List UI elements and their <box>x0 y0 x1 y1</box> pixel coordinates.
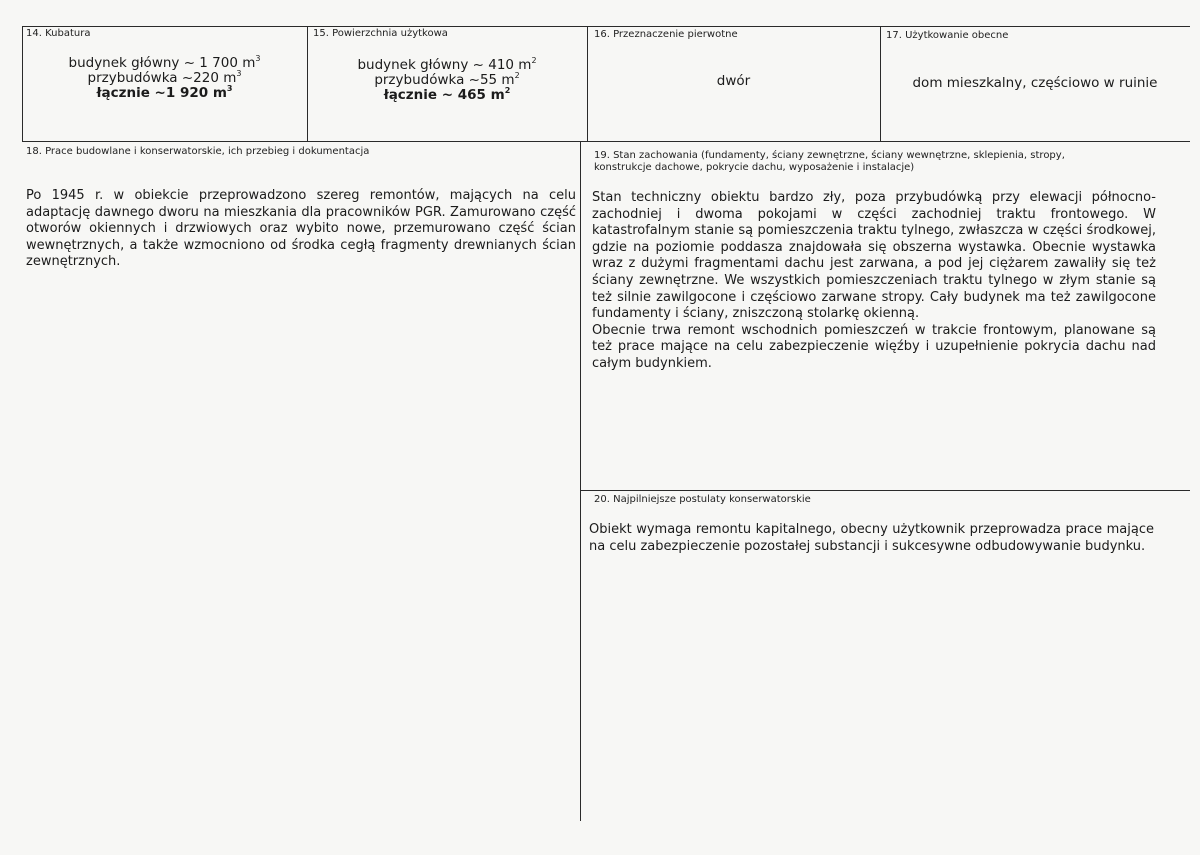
top-border <box>22 26 1190 27</box>
c15-line-annex: przybudówka ~55 $m^2$ <box>374 71 520 88</box>
c20-top-border <box>580 490 1190 491</box>
c15-line-total: łącznie ~ 465 $m^2$ <box>383 86 511 103</box>
c14-line-main: budynek główny ~ 1 700 $m^3$ <box>68 54 261 71</box>
c15-values <box>307 58 587 103</box>
c14-label: 14. Kubatura <box>26 28 91 39</box>
c19-text <box>592 190 1156 373</box>
c16-label: 16. Przeznaczenie pierwotne <box>594 29 738 40</box>
c20-text: Obiekt wymaga remontu kapitalnego, obecny użytkownik przeprowadza prace mające na celu zabezpieczenie pozostałej substancji i sukcesywne odbudowywanie budynku. <box>589 522 1154 554</box>
c14-line-annex: przybudówka ~220 $m^3$ <box>87 69 242 86</box>
c16-value: dwór <box>716 73 751 89</box>
c15-line-main: budynek główny ~ 410 $m^2$ <box>357 56 537 73</box>
c18-label: 18. Prace budowlane i konserwatorskie, ich przebieg i dokumentacja <box>26 146 370 157</box>
c15-label: 15. Powierzchnia użytkowa <box>313 28 448 39</box>
c17-label: 17. Użytkowanie obecne <box>886 30 1009 41</box>
c17-value: dom mieszkalny, częściowo w ruinie <box>912 75 1158 91</box>
c14-values <box>22 56 307 101</box>
c20-label: 20. Najpilniejsze postulaty konserwatorskie <box>594 494 811 505</box>
c18-text: Po 1945 r. w obiekcie przeprowadzono szereg remontów, mających na celu adaptację dawnego dworu na mieszkania dla pracowników PGR. Zamurowano część otworów okiennych i drzwiowych oraz wybito nowe, przemurowano część ścian wewnętrznych, a także wzmocniono od środka cegłą fragmenty drewnianych ścian zewnętrznych. <box>26 188 576 270</box>
divider-18-19 <box>580 141 581 821</box>
row1-bottom-border <box>22 141 1190 142</box>
c19-label: 19. Stan zachowania (fundamenty, ściany zewnętrzne, ściany wewnętrzne, sklepienia, stropy, konstrukcje dachowe, pokrycie dachu, wyposażenie i instalacje) <box>594 150 1065 173</box>
c14-line-total: łącznie ~1 920 $m^3$ <box>96 84 233 101</box>
c19-paragraph-2: Obecnie trwa remont wschodnich pomieszczeń w trakcie frontowym, planowane są też prace mające na celu zabezpieczenie więźby i uzupełnienie pokrycia dachu nad całym budynkiem. <box>592 322 1156 371</box>
c19-paragraph-1: Stan techniczny obiektu bardzo zły, poza przybudówką przy elewacji północno-zachodniej i dwoma pokojami w części zachodniej traktu frontowego. W katastrofalnym stanie są pomieszczenia traktu tylnego, zwłaszcza w części środkowej, gdzie na poziomie poddasza znajdowała się obszerna wystawka. Obecnie wystawka wraz z dużymi fragmentami dachu jest zarwana, a pod jej ciężarem zawaliły się też ściany zewnętrzne. We wszystkich pomieszczeniach traktu tylnego w złym stanie są też silnie zawilgocone i częściowo zarwane stropy. Cały budynek ma też zawilgocone fundamenty i ściany, zniszczoną stolarkę okienną. <box>592 190 1156 322</box>
